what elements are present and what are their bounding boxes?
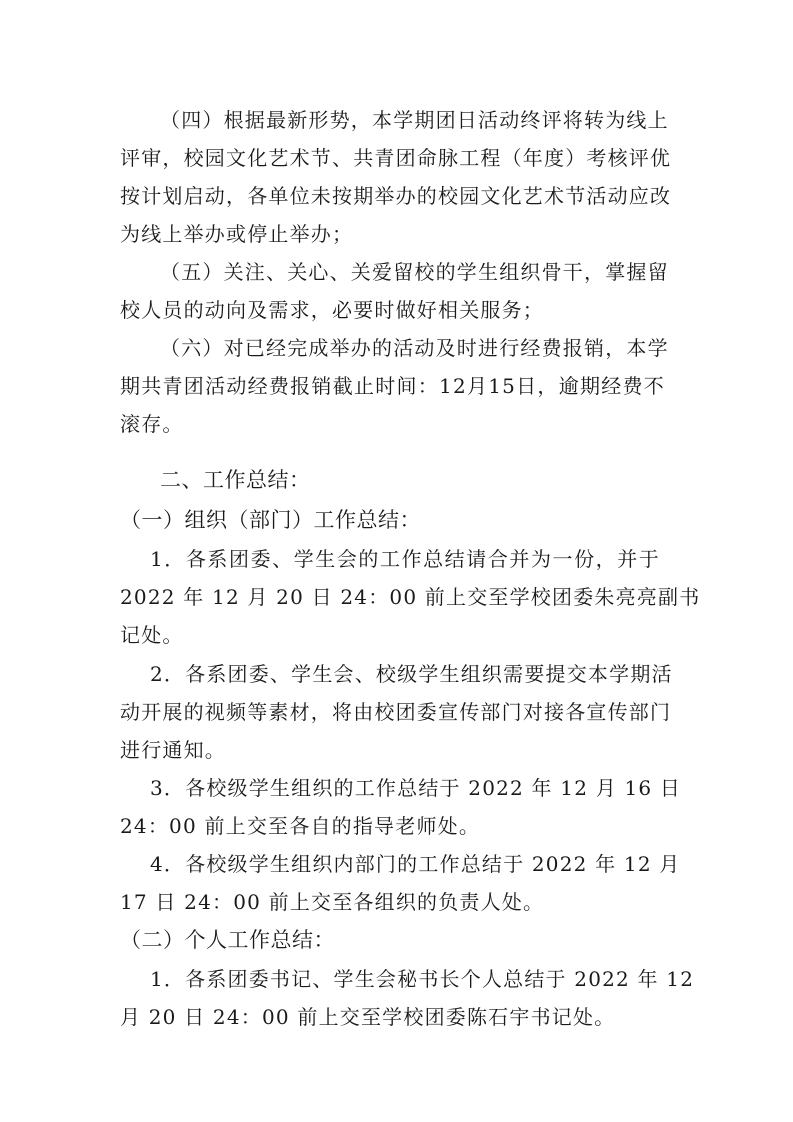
sub1-item-3-line-2: 24：00 前上交至各自的指导老师处。 <box>120 814 481 838</box>
sub2-item-1-line-2: 月 20 日 24：00 前上交至学校团委陈石宇书记处。 <box>120 1005 616 1029</box>
paragraph-6-line-2: 期共青团活动经费报销截止时间：12月15日，逾期经费不 <box>120 374 665 398</box>
subsection-2-heading: （二）个人工作总结： <box>120 928 335 952</box>
paragraph-6-line-3: 滚存。 <box>120 412 184 436</box>
paragraph-4-line-3: 按计划启动，各单位未按期举办的校园文化艺术节活动应改 <box>120 184 672 208</box>
sub1-item-4-line-1: 4．各校级学生组织内部门的工作总结于 2022 年 12 月 <box>150 852 681 876</box>
sub1-item-1-line-2: 2022 年 12 月 20 日 24：00 前上交至学校团委朱亮亮副书 <box>120 585 701 609</box>
sub1-item-4-line-2: 17 日 24：00 前上交至各组织的负责人处。 <box>120 890 545 914</box>
sub1-item-2-line-2: 动开展的视频等素材，将由校团委宣传部门对接各宣传部门 <box>120 700 672 724</box>
sub1-item-1-line-1: 1．各系团委、学生会的工作总结请合并为一份，并于 <box>150 547 660 571</box>
sub1-item-1-line-3: 记处。 <box>120 623 184 647</box>
paragraph-4-line-1: （四）根据最新形势，本学期团日活动终评将转为线上 <box>160 108 669 132</box>
paragraph-5-line-2: 校人员的动向及需求，必要时做好相关服务； <box>120 298 544 322</box>
paragraph-4-line-2: 评审，校园文化艺术节、共青团命脉工程（年度）考核评优 <box>120 146 672 170</box>
paragraph-4-line-4: 为线上举办或停止举办； <box>120 222 354 246</box>
paragraph-6-line-1: （六）对已经完成举办的活动及时进行经费报销，本学 <box>160 336 669 360</box>
section-2-heading: 二、工作总结： <box>160 468 311 492</box>
sub1-item-3-line-1: 3．各校级学生组织的工作总结于 2022 年 12 月 16 日 <box>150 776 682 800</box>
sub2-item-1-line-1: 1．各系团委书记、学生会秘书长个人总结于 2022 年 12 <box>150 967 695 991</box>
paragraph-5-line-1: （五）关注、关心、关爱留校的学生组织骨干，掌握留 <box>160 260 669 284</box>
sub1-item-2-line-3: 进行通知。 <box>120 738 226 762</box>
sub1-item-2-line-1: 2．各系团委、学生会、校级学生组织需要提交本学期活 <box>150 662 673 686</box>
subsection-1-heading: （一）组织（部门）工作总结： <box>120 508 421 532</box>
